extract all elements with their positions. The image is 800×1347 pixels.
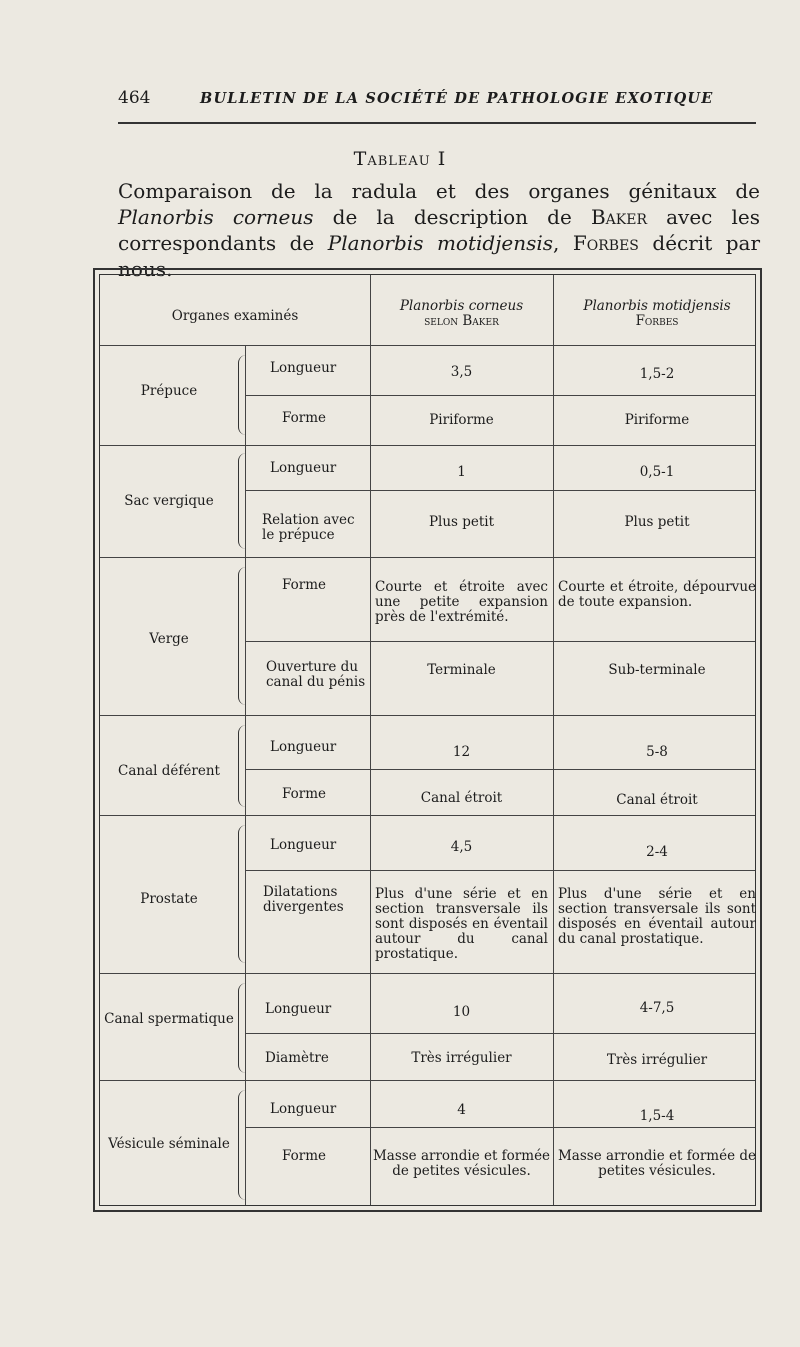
motidjensis-cell: 0,5-1	[639, 464, 675, 480]
corneus-cell: 1	[457, 464, 466, 480]
motidjensis-cell: 1,5-2	[639, 366, 675, 382]
attr-cell: Forme	[282, 410, 327, 426]
organ-canal-spermatique: Canal spermatique	[104, 1011, 234, 1027]
attr-cell: Longueur	[270, 460, 337, 476]
motidjensis-cell: Canal étroit	[616, 792, 698, 808]
brace	[238, 1090, 249, 1200]
attr-cell: Diamètre	[265, 1050, 329, 1066]
corneus-cell: Masse arrondie et formée de petites vésicules.	[372, 1148, 551, 1179]
row-divider	[245, 490, 755, 491]
corneus-cell: Très irrégulier	[411, 1050, 512, 1066]
table-caption: Comparaison de la radula et des organes génitaux de Planorbis corneus de la description de Baker avec les correspondants de Planorbis motidjensis, Forbes décrit par nous.	[118, 179, 761, 281]
organ-prepuce: Prépuce	[140, 383, 198, 399]
organ-canal-deferent: Canal déférent	[118, 763, 220, 779]
table-inner-border	[99, 274, 756, 1206]
motidjensis-cell: 5-8	[646, 744, 668, 760]
group-divider	[100, 815, 755, 816]
attr-cell: Longueur	[270, 1101, 337, 1117]
attr-cell: Longueur	[270, 360, 337, 376]
attr-cell: Ouverture du canal du pénis	[266, 659, 366, 690]
corneus-cell: 4,5	[450, 839, 473, 855]
motidjensis-cell: Sub-terminale	[608, 662, 706, 678]
organ-sac-vergique: Sac vergique	[124, 493, 214, 509]
header-corneus: Planorbis corneus selon Baker	[399, 298, 524, 329]
corneus-cell: Plus petit	[428, 514, 495, 530]
corneus-cell: Courte et étroite avec une petite expansion près de l'extrémité.	[375, 579, 548, 625]
journal-title: BULLETIN DE LA SOCIÉTÉ DE PATHOLOGIE EXOTIQUE	[200, 90, 714, 107]
header-rule	[118, 122, 756, 124]
attr-cell: Relation avec le prépuce	[262, 512, 355, 543]
group-divider	[100, 973, 755, 974]
row-divider	[245, 769, 755, 770]
organ-prostate: Prostate	[140, 891, 198, 907]
corneus-cell: 3,5	[450, 364, 473, 380]
row-divider	[245, 395, 755, 396]
corneus-cell: 4	[457, 1102, 466, 1118]
group-divider	[100, 1080, 755, 1081]
row-divider	[245, 1033, 755, 1034]
corneus-cell: 12	[452, 744, 471, 760]
attr-cell: Longueur	[270, 739, 337, 755]
header-motidjensis: Planorbis motidjensis Forbes	[583, 298, 731, 329]
corneus-cell: Piriforme	[429, 412, 494, 428]
motidjensis-cell: 2-4	[646, 844, 668, 860]
organ-verge: Verge	[149, 631, 189, 647]
comparison-table	[93, 268, 762, 1212]
motidjensis-cell: Masse arrondie et formée de petites vésicules.	[557, 1148, 756, 1179]
table-title: Tableau I	[353, 148, 447, 170]
page-number: 464	[118, 88, 151, 108]
brace	[238, 453, 249, 549]
group-divider	[100, 715, 755, 716]
attr-cell: Forme	[282, 1148, 327, 1164]
corneus-cell: Canal étroit	[420, 790, 503, 806]
brace	[238, 825, 249, 963]
attr-cell: Forme	[282, 577, 327, 593]
motidjensis-cell: 1,5-4	[639, 1108, 675, 1124]
attr-cell: Forme	[282, 786, 327, 802]
motidjensis-cell: Piriforme	[624, 412, 690, 428]
row-divider	[245, 870, 755, 871]
attr-cell: Dilatations divergentes	[263, 884, 344, 915]
motidjensis-cell: Plus petit	[624, 514, 690, 530]
page-header	[118, 88, 758, 114]
motidjensis-cell: 4-7,5	[639, 1000, 675, 1016]
group-divider	[100, 445, 755, 446]
motidjensis-cell: Plus d'une série et en section transversale ils sont disposés en éventail autour du canal prostatique.	[558, 886, 756, 947]
attr-cell: Longueur	[270, 837, 337, 853]
row-divider	[245, 1127, 755, 1128]
motidjensis-cell: Courte et étroite, dépourvue de toute expansion.	[558, 579, 756, 610]
group-divider	[100, 557, 755, 558]
corneus-cell: Plus d'une série et en section transversale ils sont disposés en éventail autour du canal prostatique.	[375, 886, 548, 962]
row-divider	[245, 641, 755, 642]
organ-vesicule-seminale: Vésicule séminale	[108, 1136, 230, 1152]
corneus-cell: Terminale	[427, 662, 496, 678]
brace	[238, 355, 249, 435]
corneus-cell: 10	[452, 1004, 471, 1020]
brace	[238, 983, 249, 1073]
motidjensis-cell: Très irrégulier	[606, 1052, 708, 1068]
header-organs: Organes examinés	[171, 308, 299, 324]
header-rule-line	[100, 345, 755, 346]
brace	[238, 567, 249, 705]
brace	[238, 725, 249, 807]
attr-cell: Longueur	[265, 1001, 332, 1017]
